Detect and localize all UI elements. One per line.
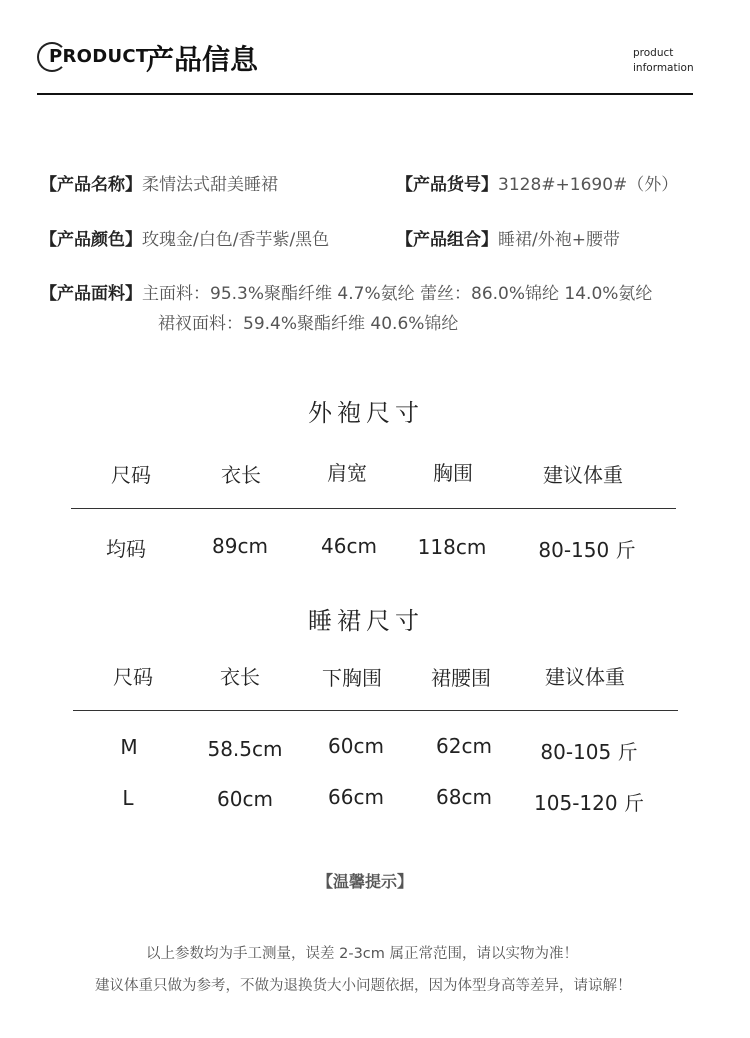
info-product-code <box>396 170 678 195</box>
dress-header-weight: 建议体重 <box>545 665 625 689</box>
robe-header-size: 尺码 <box>111 463 151 487</box>
dress-row-l-length: 60cm <box>217 787 273 811</box>
robe-size-title: 外袍尺寸 <box>308 399 424 427</box>
label-product-combo: 【产品组合】 <box>396 230 498 250</box>
title-en-line2: information <box>633 62 694 74</box>
page-title-english <box>633 46 694 76</box>
dress-row-m-size: M <box>120 735 138 759</box>
dress-row-m-length: 58.5cm <box>207 737 283 761</box>
dress-size-title: 睡裙尺寸 <box>308 607 424 635</box>
label-product-code: 【产品货号】 <box>396 175 498 195</box>
label-product-name: 【产品名称】 <box>40 175 142 195</box>
warm-tip-title: 【温馨提示】 <box>317 872 414 891</box>
robe-header-length: 衣长 <box>221 463 261 487</box>
note-line-1: 以上参数均为手工测量，误差 2-3cm 属正常范围，请以实物为准！ <box>146 946 578 962</box>
info-product-combo <box>396 225 620 250</box>
note-line-2: 建议体重只做为参考，不做为退换货大小问题依据，因为体型身高等差异，请谅解！ <box>95 978 632 994</box>
robe-cell-length: 89cm <box>212 534 268 558</box>
dress-row-m-weight: 80-105 斤 <box>540 740 638 764</box>
title-en-line1: product <box>633 47 674 59</box>
info-product-fabric <box>40 279 652 304</box>
label-product-color: 【产品颜色】 <box>40 230 142 250</box>
dress-row-m-waist: 62cm <box>436 734 492 758</box>
robe-header-shoulder: 肩宽 <box>327 461 367 485</box>
dress-row-l-underbust: 66cm <box>328 785 384 809</box>
robe-cell-chest: 118cm <box>417 535 487 559</box>
value-fabric-line1: 主面料：95.3%聚酯纤维 4.7%氨纶 蕾丝：86.0%锦纶 14.0%氨纶 <box>142 284 653 304</box>
info-fabric-line2 <box>158 309 458 334</box>
robe-table-divider <box>71 508 676 509</box>
label-product-fabric: 【产品面料】 <box>40 284 142 304</box>
dress-row-l-weight: 105-120 斤 <box>534 791 644 815</box>
info-product-color <box>40 225 329 250</box>
robe-cell-weight: 80-150 斤 <box>538 538 636 562</box>
value-product-combo: 睡裙/外袍+腰带 <box>498 230 620 250</box>
dress-header-waist: 裙腰围 <box>431 666 491 690</box>
value-product-name: 柔情法式甜美睡裙 <box>142 175 278 195</box>
page-title: 产品信息 <box>146 43 259 76</box>
dress-row-l-waist: 68cm <box>436 785 492 809</box>
robe-header-chest: 胸围 <box>433 461 473 485</box>
header-divider <box>37 93 693 95</box>
logo-text: PRODUCT <box>49 46 149 67</box>
dress-table-divider <box>73 710 678 711</box>
dress-header-underbust: 下胸围 <box>322 666 382 690</box>
value-fabric-line2: 裙衩面料：59.4%聚酯纤维 40.6%锦纶 <box>158 314 459 334</box>
robe-header-weight: 建议体重 <box>543 463 623 487</box>
value-product-color: 玫瑰金/白色/香芋紫/黑色 <box>142 230 330 250</box>
dress-header-size: 尺码 <box>113 665 153 689</box>
robe-cell-size: 均码 <box>106 537 146 561</box>
dress-header-length: 衣长 <box>220 665 260 689</box>
dress-row-m-underbust: 60cm <box>328 734 384 758</box>
info-product-name <box>40 170 278 195</box>
dress-row-l-size: L <box>122 786 134 810</box>
value-product-code: 3128#+1690#（外） <box>498 175 679 195</box>
robe-cell-shoulder: 46cm <box>321 534 377 558</box>
